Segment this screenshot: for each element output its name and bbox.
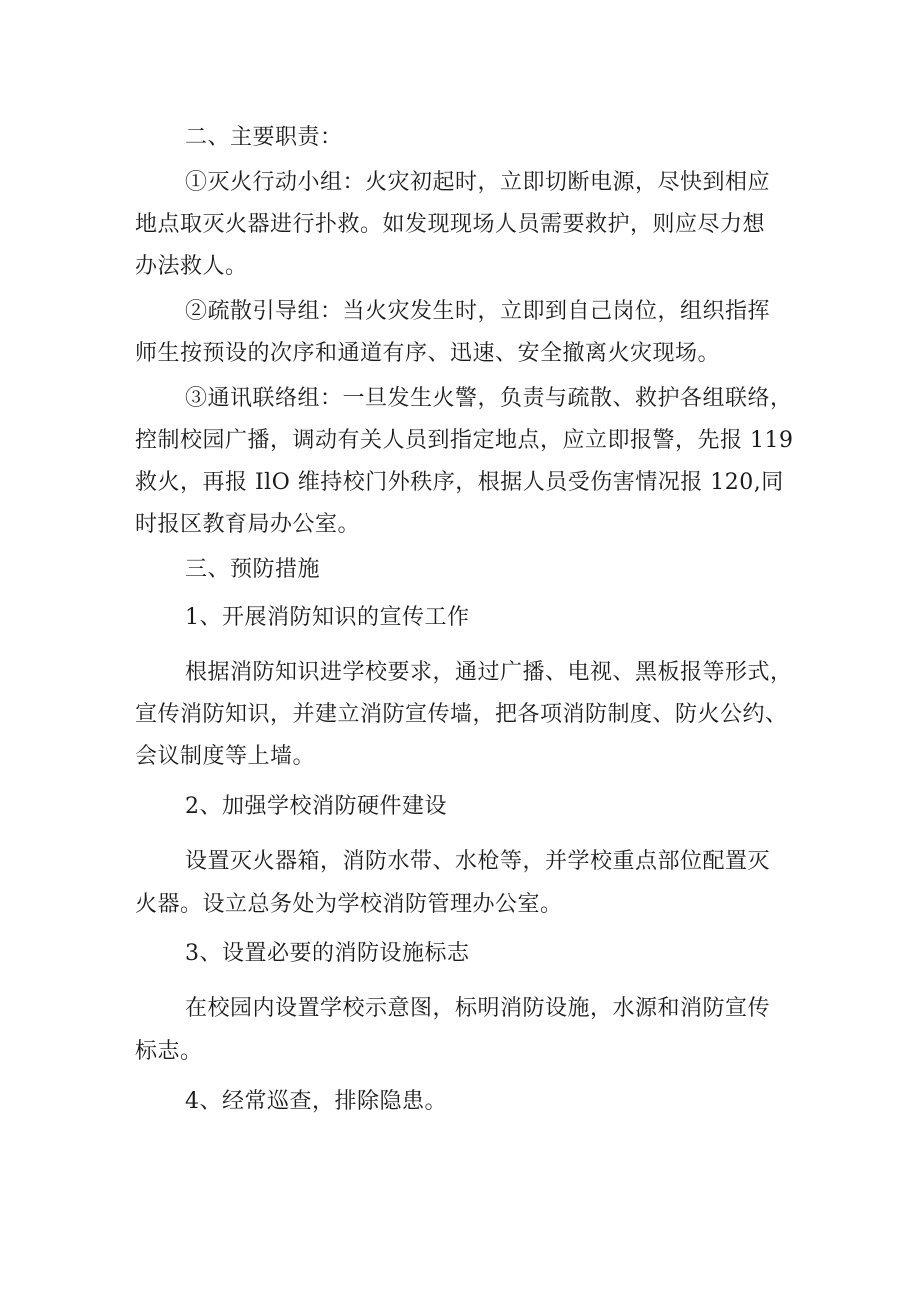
paragraph-line: 设置灭火器箱，消防水带、水枪等，并学校重点部位配置灭	[185, 849, 771, 874]
paragraph-line: ①灭火行动小组：火灾初起时，立即切断电源，尽快到相应	[185, 170, 771, 195]
paragraph-line: 地点取灭火器进行扑救。如发现现场人员需要救护，则应尽力想	[135, 212, 766, 237]
paragraph-line: ③通讯联络组：一旦发生火警，负责与疏散、救护各组联络，	[185, 386, 793, 411]
paragraph-line: 宣传消防知识，并建立消防宣传墙，把各项消防制度、防火公约、	[135, 702, 788, 727]
subheading-publicity: 1、开展消防知识的宣传工作	[185, 605, 470, 630]
paragraph-line: 标志。	[135, 1039, 203, 1064]
paragraph-line: 办法救人。	[135, 254, 248, 279]
paragraph-line: 在校园内设置学校示意图，标明消防设施，水源和消防宣传	[185, 996, 771, 1021]
paragraph-line: 控制校园广播，调动有关人员到指定地点，应立即报警，先报 119	[135, 428, 794, 453]
paragraph-line: 师生按预设的次序和通道有序、迅速、安全撤离火灾现场。	[135, 341, 721, 366]
subheading-signage: 3、设置必要的消防设施标志	[185, 941, 470, 966]
paragraph-line: 时报区教育局办公室。	[135, 512, 361, 537]
subheading-hardware: 2、加强学校消防硬件建设	[185, 794, 447, 819]
paragraph-line: 根据消防知识进学校要求，通过广播、电视、黑板报等形式，	[185, 660, 793, 685]
paragraph-line: 火器。设立总务处为学校消防管理办公室。	[135, 892, 563, 917]
paragraph-line: ②疏散引导组：当火灾发生时，立即到自己岗位，组织指挥	[185, 299, 771, 324]
section-heading-duties: 二、主要职责：	[185, 125, 343, 150]
paragraph-line: 救火，再报 IlO 维持校门外秩序，根据人员受伤害情况报 120,同	[135, 470, 784, 495]
section-heading-prevention: 三、预防措施	[185, 557, 321, 582]
subheading-inspection: 4、经常巡查，排除隐患。	[185, 1089, 447, 1114]
paragraph-line: 会议制度等上墙。	[135, 744, 316, 769]
